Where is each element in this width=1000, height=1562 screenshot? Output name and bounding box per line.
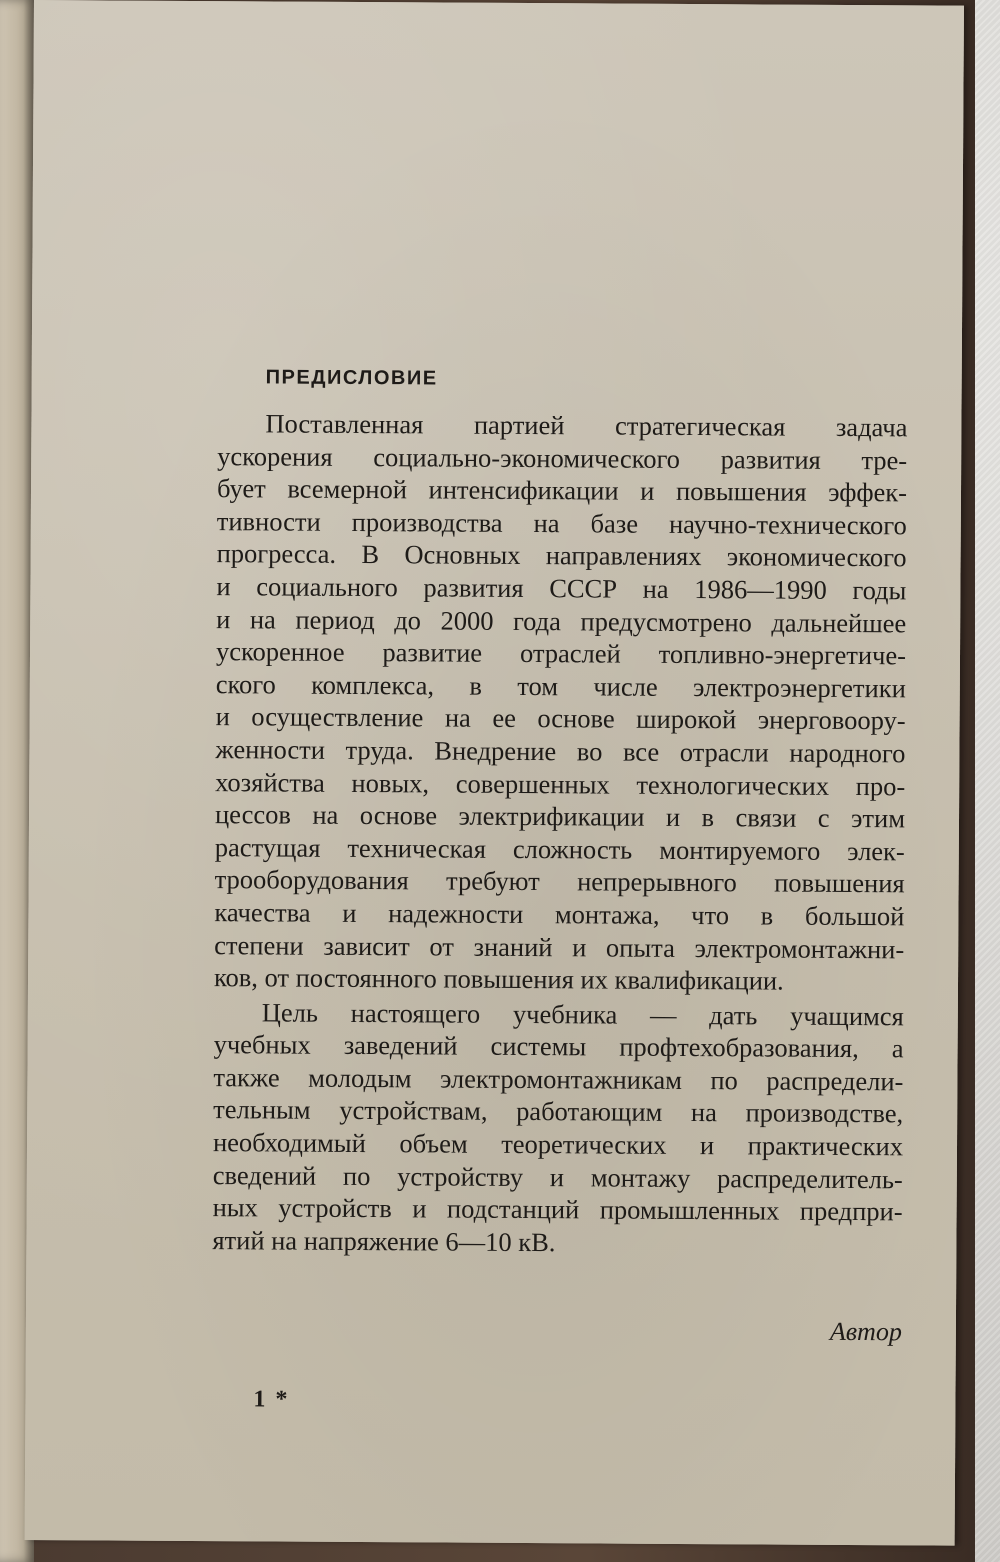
text-line: ускоренное развитие отраслей топливно-энергетиче- xyxy=(215,636,907,671)
author-signature: Автор xyxy=(829,1316,902,1347)
text-line: тивности производства на базе научно-технического xyxy=(216,505,907,541)
text-line: растущая техническая сложность монтируемого элек- xyxy=(214,831,905,867)
text-line: трооборудования требуют непрерывного повышения xyxy=(214,864,905,899)
section-heading: ПРЕДИСЛОВИЕ xyxy=(265,366,438,390)
book-page xyxy=(25,0,964,1546)
text-line: и осуществление на ее основе широкой энерговоору- xyxy=(215,701,906,736)
text-line: Цель настоящего учебника — дать учащимся xyxy=(261,997,904,1032)
text-line: ускорения социально-экономического развития тре- xyxy=(217,440,908,475)
text-line: ков, от постоянного повышения их квалификации. xyxy=(213,962,784,996)
text-line: ных устройств и подстанций промышленных предпри- xyxy=(212,1192,903,1227)
text-line: прогресса. В Основных направлениях экономического xyxy=(216,538,907,573)
paragraph-1 xyxy=(214,407,908,998)
text-line: учебных заведений системы профтехобразования, а xyxy=(213,1029,904,1064)
page-text xyxy=(212,361,908,1413)
text-line: и на период до 2000 года предусмотрено дальнейшее xyxy=(216,603,907,638)
text-line: степени зависит от знаний и опыта электромонтажни- xyxy=(214,929,905,964)
text-line: ского комплекса, в том числе электроэнергетики xyxy=(215,668,906,704)
text-line: также молодым электромонтажникам по распредели- xyxy=(213,1061,904,1097)
text-line: женности труда. Внедрение во все отрасли народного xyxy=(215,734,906,769)
text-line: ятий на напряжение 6—10 кВ. xyxy=(212,1224,556,1258)
page-number: 1 * xyxy=(253,1386,290,1413)
text-line: бует всемерной интенсификации и повышения эффек- xyxy=(216,473,908,508)
text-line: и социального развития СССР на 1986—1990 годы xyxy=(216,571,907,606)
text-line: качества и надежности монтажа, что в большой xyxy=(214,897,905,932)
text-line: хозяйства новых, совершенных технологических про- xyxy=(215,766,906,801)
text-line: Поставленная партией стратегическая задача xyxy=(265,408,908,443)
paragraph-2 xyxy=(212,996,904,1261)
text-line: необходимый объем теоретических и практических xyxy=(212,1127,904,1162)
text-line: тельным устройствам, работающим на производстве, xyxy=(213,1094,904,1129)
text-line: цессов на основе электрификации и в связи с этим xyxy=(214,799,906,834)
text-line: сведений по устройству и монтажу распределитель- xyxy=(212,1159,903,1194)
